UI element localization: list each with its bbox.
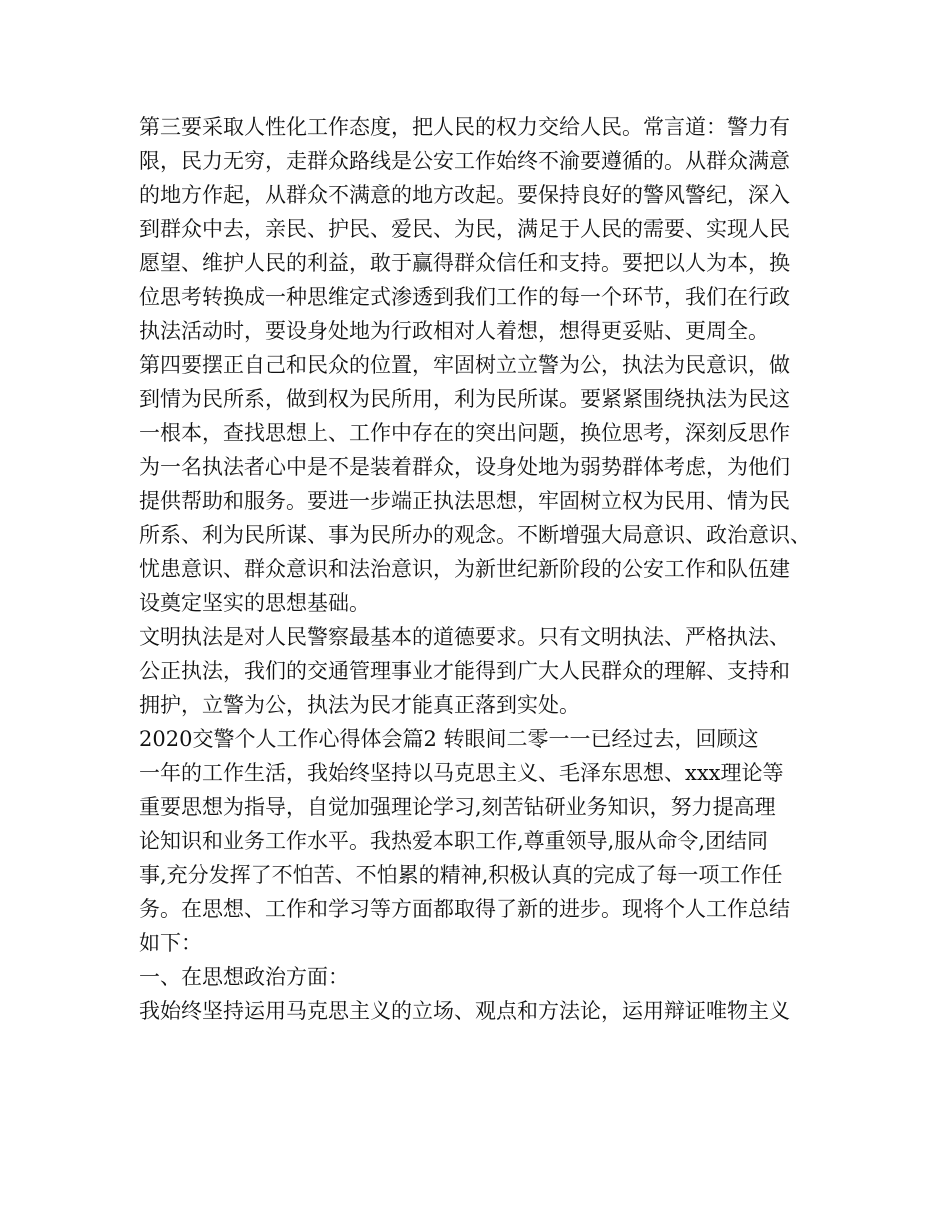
text-line: 限，民力无穷，走群众路线是公安工作始终不渝要遵循的。从群众满意 [139,149,790,173]
text-line: 到情为民所系，做到权为民所用，利为民所谋。要紧紧围绕执法为民这 [139,387,790,411]
text-line: 提供帮助和服务。要进一步端正执法思想，牢固树立权为民用、情为民 [139,489,790,513]
text-line: 2020交警个人工作心得体会篇2 转眼间二零一一已经过去，回顾这 [139,727,759,751]
text-line: 愿望、维护人民的利益，敢于赢得群众信任和支持。要把以人为本，换 [139,251,790,275]
text-line: 一年的工作生活，我始终坚持以马克思主义、毛泽东思想、xxx理论等 [139,761,784,785]
text-line: 一、在思想政治方面： [139,965,349,989]
text-line: 一根本，查找思想上、工作中存在的突出问题，换位思考，深刻反思作 [139,421,790,445]
text-line: 公正执法，我们的交通管理事业才能得到广大人民群众的理解、支持和 [139,659,790,683]
text-line: 第四要摆正自己和民众的位置，牢固树立立警为公，执法为民意识，做 [139,353,790,377]
text-line: 我始终坚持运用马克思主义的立场、观点和方法论，运用辩证唯物主义 [139,999,790,1023]
text-line: 拥护，立警为公，执法为民才能真正落到实处。 [139,693,580,717]
text-line: 设奠定坚实的思想基础。 [139,591,370,615]
text-line: 忧患意识、群众意识和法治意识，为新世纪新阶段的公安工作和队伍建 [139,557,790,581]
text-line: 所系、利为民所谋、事为民所办的观念。不断增强大局意识、政治意识、 [139,523,811,547]
text-line: 重要思想为指导，自觉加强理论学习,刻苦钻研业务知识，努力提高理 [139,795,776,819]
text-line: 的地方作起，从群众不满意的地方改起。要保持良好的警风警纪，深入 [139,183,790,207]
text-line: 文明执法是对人民警察最基本的道德要求。只有文明执法、严格执法、 [139,625,790,649]
text-line: 第三要采取人性化工作态度，把人民的权力交给人民。常言道：警力有 [139,115,790,139]
text-line: 事,充分发挥了不怕苦、不怕累的精神,积极认真的完成了每一项工作任 [139,863,783,887]
text-line: 如下： [139,931,202,955]
text-line: 论知识和业务工作水平。我热爱本职工作,尊重领导,服从命令,团结同 [139,829,769,853]
document-body [139,110,839,1028]
text-line: 位思考转换成一种思维定式渗透到我们工作的每一个环节，我们在行政 [139,285,790,309]
text-line: 为一名执法者心中是不是装着群众，设身处地为弱势群体考虑，为他们 [139,455,790,479]
text-line: 执法活动时，要设身处地为行政相对人着想，想得更妥贴、更周全。 [139,319,769,343]
text-line: 务。在思想、工作和学习等方面都取得了新的进步。现将个人工作总结 [139,897,790,921]
text-line: 到群众中去，亲民、护民、爱民、为民，满足于人民的需要、实现人民 [139,217,790,241]
